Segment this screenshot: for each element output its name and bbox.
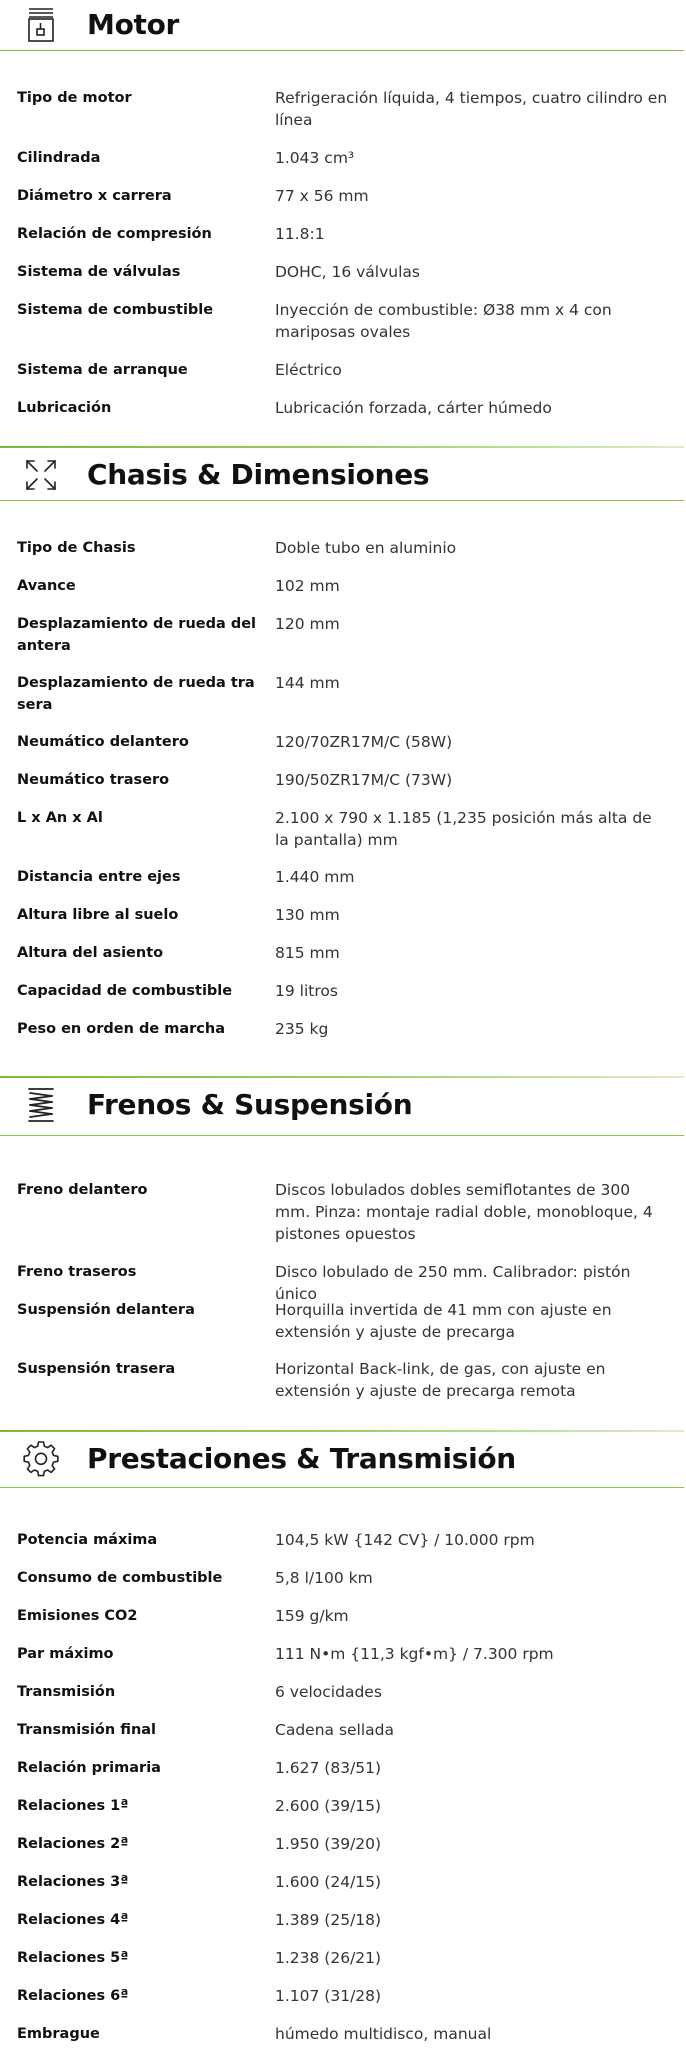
section-header [0,450,686,500]
spec-value: 130 mm [275,906,340,924]
spec-value: 159 g/km [275,1607,349,1625]
spec-label: Suspensión trasera [17,1361,176,1377]
spec-value: húmedo multidisco, manual [275,2025,492,2043]
spec-label: Desplazamiento de rueda delantera [17,616,257,654]
spec-label: Sistema de válvulas [17,264,181,280]
spring-icon [22,1086,60,1124]
spec-value: Lubricación forzada, cárter húmedo [275,399,552,417]
spec-value: Doble tubo en aluminio [275,539,457,557]
section-title: Frenos & Suspensión [87,1088,413,1121]
spec-value: 120/70ZR17M/C (58W) [275,733,453,751]
spec-label: Emisiones CO2 [17,1608,138,1624]
spec-value: 190/50ZR17M/C (73W) [275,771,453,789]
spec-label: Relación de compresión [17,226,212,242]
spec-label: L x An x Al [17,810,103,826]
spec-label: Suspensión delantera [17,1302,195,1318]
spec-label: Transmisión [17,1684,116,1700]
spec-label: Neumático delantero [17,734,189,750]
section-motor [0,0,686,450]
section-header [0,1080,686,1130]
spec-label: Distancia entre ejes [17,869,181,885]
spec-label: Altura del asiento [17,945,164,961]
spec-label: Freno traseros [17,1264,137,1280]
spec-value: 5,8 l/100 km [275,1569,373,1587]
spec-value: 1.627 (83/51) [275,1759,382,1777]
section-top-divider [0,1430,684,1432]
spec-label: Relaciones 3ª [17,1874,129,1890]
spec-value: 1.043 cm³ [275,149,355,167]
section-divider [0,1487,684,1488]
spec-label: Relaciones 1ª [17,1798,129,1814]
spec-value: 2.100 x 790 x 1.185 (1,235 posición más alta de la pantalla) mm [275,809,652,849]
spec-value: 11.8:1 [275,225,325,243]
spec-label: Altura libre al suelo [17,907,179,923]
spec-label: Par máximo [17,1646,114,1662]
spec-value: Refrigeración líquida, 4 tiempos, cuatro cilindro en línea [275,89,668,129]
section-title: Chasis & Dimensiones [87,458,430,491]
spec-label: Lubricación [17,400,112,416]
spec-value: 1.238 (26/21) [275,1949,382,1967]
spec-value: 1.950 (39/20) [275,1835,382,1853]
section-header [0,0,686,50]
spec-label: Tipo de Chasis [17,540,136,556]
gear-icon [22,1440,60,1478]
spec-label: Embrague [17,2026,100,2042]
spec-value: 144 mm [275,674,340,692]
spec-value: DOHC, 16 válvulas [275,263,420,281]
spec-value: Eléctrico [275,361,342,379]
spec-value: Cadena sellada [275,1721,395,1739]
expand-arrows-icon [22,456,60,494]
spec-label: Capacidad de combustible [17,983,233,999]
spec-value: 111 N•m {11,3 kgf•m} / 7.300 rpm [275,1645,554,1663]
spec-value: 235 kg [275,1020,329,1038]
section-header [0,1434,686,1484]
spec-label: Relaciones 2ª [17,1836,129,1852]
spec-value: 1.600 (24/15) [275,1873,382,1891]
spec-value: 102 mm [275,577,340,595]
spec-value: 815 mm [275,944,340,962]
spec-value: 120 mm [275,615,340,633]
spec-value: Horquilla invertida de 41 mm con ajuste en extensión y ajuste de precarga [275,1301,612,1341]
spec-value: 1.389 (25/18) [275,1911,382,1929]
spec-label: Peso en orden de marcha [17,1021,226,1037]
spec-label: Freno delantero [17,1182,148,1198]
section-frenos [0,1080,686,1430]
spec-value: 77 x 56 mm [275,187,369,205]
spec-value: 1.107 (31/28) [275,1987,382,2005]
spec-label: Desplazamiento de rueda trasera [17,675,255,713]
spec-label: Sistema de arranque [17,362,188,378]
spec-label: Avance [17,578,76,594]
spec-label: Transmisión final [17,1722,157,1738]
spec-value: Disco lobulado de 250 mm. Calibrador: pistón único [275,1263,631,1303]
spec-label: Relaciones 5ª [17,1950,129,1966]
spec-value: 104,5 kW {142 CV} / 10.000 rpm [275,1531,535,1549]
section-divider [0,50,684,51]
section-divider [0,1135,684,1136]
section-title: Prestaciones & Transmisión [87,1442,516,1475]
section-chasis [0,450,686,1070]
spec-label: Consumo de combustible [17,1570,223,1586]
section-prestaciones [0,1434,686,2054]
spec-label: Relaciones 4ª [17,1912,129,1928]
spec-value: 1.440 mm [275,868,355,886]
spec-label: Diámetro x carrera [17,188,172,204]
section-top-divider [0,1076,684,1078]
spec-value: 6 velocidades [275,1683,382,1701]
engine-icon [22,6,60,44]
spec-label: Relaciones 6ª [17,1988,129,2004]
spec-value: Horizontal Back-link, de gas, con ajuste en extensión y ajuste de precarga remota [275,1360,606,1400]
spec-label: Relación primaria [17,1760,161,1776]
spec-label: Cilindrada [17,150,101,166]
spec-value: 19 litros [275,982,338,1000]
section-top-divider [0,446,684,448]
spec-value: 2.600 (39/15) [275,1797,382,1815]
section-divider [0,500,684,501]
spec-value: Inyección de combustible: Ø38 mm x 4 con mariposas ovales [275,301,612,341]
spec-label: Potencia máxima [17,1532,158,1548]
spec-label: Sistema de combustible [17,302,214,318]
section-title: Motor [87,8,180,41]
spec-value: Discos lobulados dobles semiflotantes de 300 mm. Pinza: montaje radial doble, monobloque, 4 pistones opuestos [275,1181,653,1243]
spec-label: Tipo de motor [17,90,132,106]
spec-label: Neumático trasero [17,772,170,788]
